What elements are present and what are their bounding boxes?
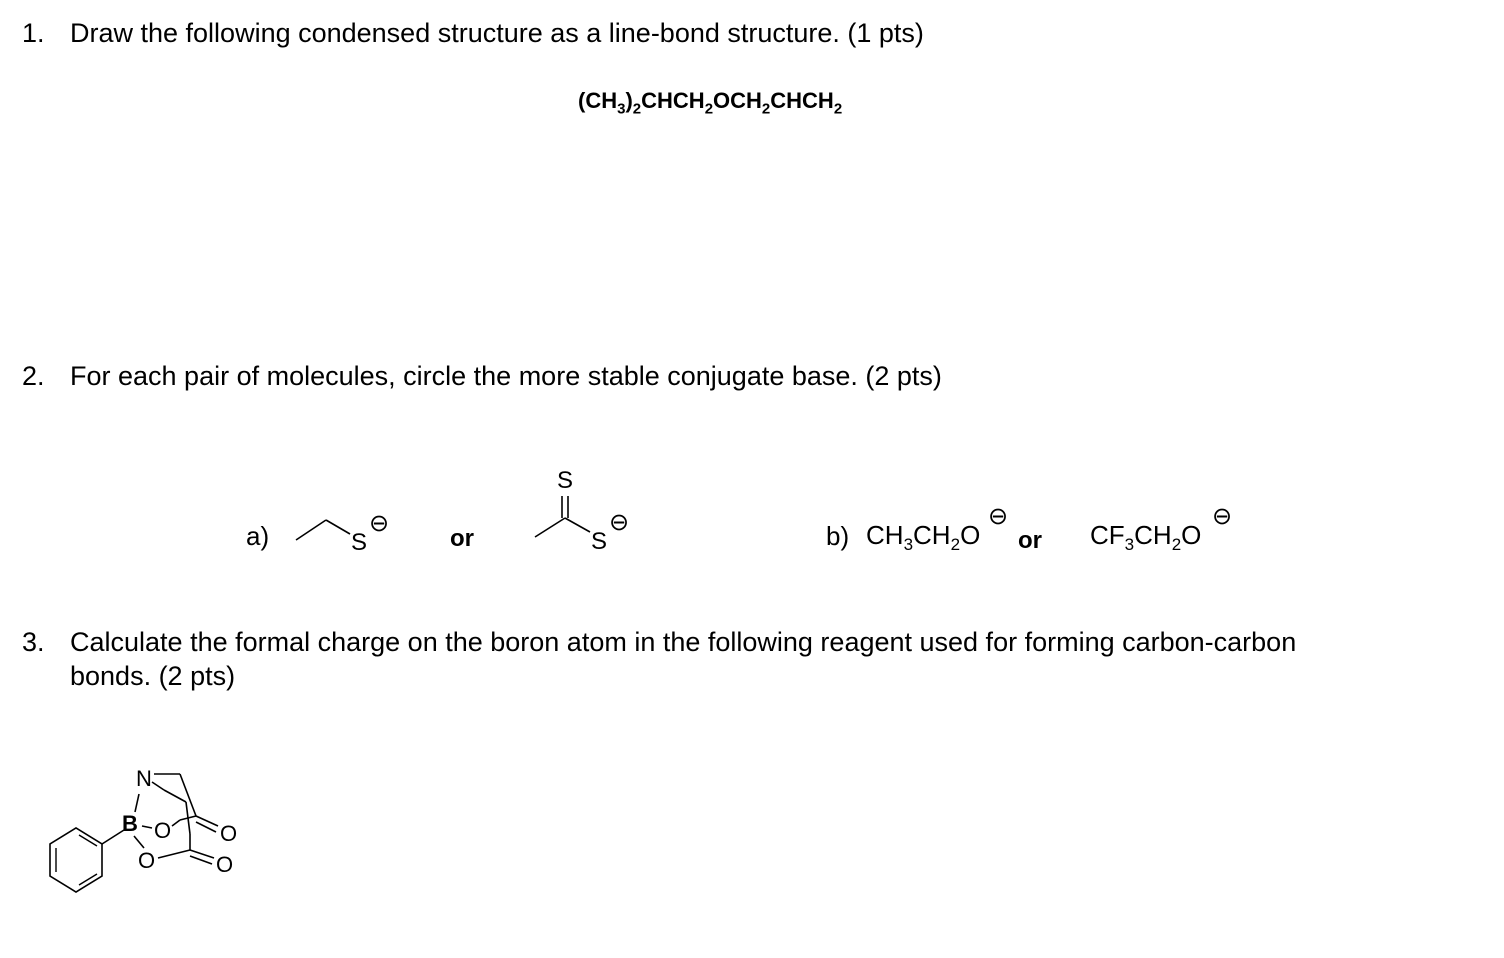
part-b-label: b) <box>826 521 850 551</box>
svg-text:S: S <box>351 529 368 556</box>
svg-text:O: O <box>154 818 172 843</box>
svg-text:O: O <box>216 852 234 877</box>
svg-text:S: S <box>591 528 608 555</box>
thioacetate-structure <box>528 460 648 560</box>
question-number: 3. <box>22 627 45 657</box>
or-label: or <box>450 525 474 552</box>
phenyl-mida-boronate-structure <box>20 760 260 910</box>
question-3 <box>22 625 1492 705</box>
question-number: 1. <box>22 18 45 48</box>
question-text-line-2: bonds. (2 pts) <box>70 661 236 691</box>
svg-text:S: S <box>557 467 574 494</box>
svg-text:N: N <box>136 766 152 791</box>
trifluoroethoxide-formula: $CF_3CH_2O$ <box>1090 520 1202 555</box>
part-a-label: a) <box>246 521 270 551</box>
svg-text:B: B <box>122 811 138 836</box>
question-text: For each pair of molecules, circle the more stable conjugate base. (2 pts) <box>70 361 942 391</box>
question-number: 2. <box>22 361 45 391</box>
negative-charge-icon: ⊖ <box>988 503 1009 530</box>
question-text: Draw the following condensed structure as a line-bond structure. (1 pts) <box>70 18 924 48</box>
or-label: or <box>1018 527 1042 554</box>
negative-charge-icon: ⊖ <box>609 509 630 536</box>
svg-text:O: O <box>138 848 156 873</box>
ethanethiolate-structure <box>290 500 400 560</box>
negative-charge-icon: ⊖ <box>1212 503 1233 530</box>
svg-text:O: O <box>220 821 238 846</box>
condensed-formula: $(CH_3)_2CHCH_2OCH_2CHCH_2$ <box>578 88 843 118</box>
negative-charge-icon: ⊖ <box>369 510 390 537</box>
ethoxide-formula: $CH_3CH_2O$ <box>866 520 981 555</box>
question-text-line-1: Calculate the formal charge on the boron atom in the following reagent used for forming carbon-carbon <box>70 627 1297 657</box>
